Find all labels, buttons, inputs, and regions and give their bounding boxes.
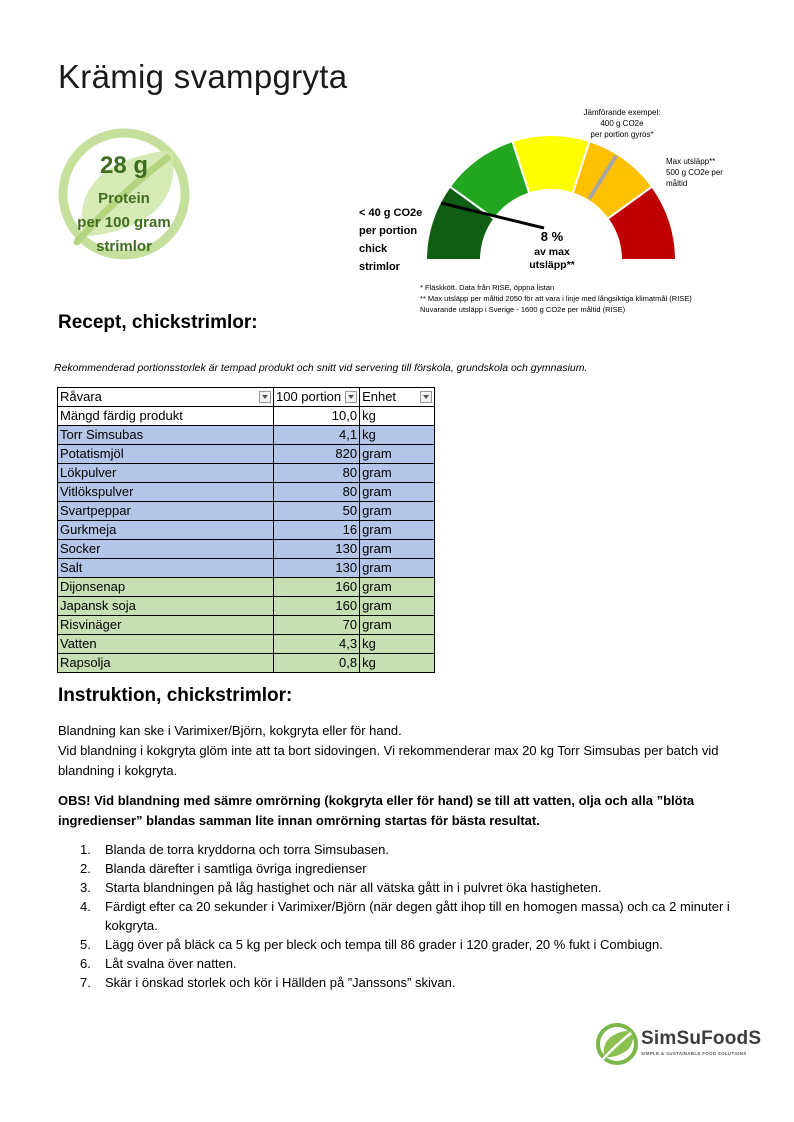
cell-unit: gram bbox=[360, 578, 435, 597]
cell-amount: 16 bbox=[274, 521, 360, 540]
table-row bbox=[58, 407, 435, 426]
step-item bbox=[58, 859, 748, 878]
cell-amount: 0,8 bbox=[274, 654, 360, 673]
gauge-left-label-4: strimlor bbox=[359, 261, 400, 273]
header-portion[interactable] bbox=[274, 388, 360, 407]
cell-amount: 4,1 bbox=[274, 426, 360, 445]
gauge-center-value: 8 % bbox=[540, 229, 564, 244]
logo-tagline: SIMPLE & SUSTAINABLE FOOD SOLUTIONS bbox=[641, 1051, 747, 1056]
gauge-max-label-1: Max utsläpp** bbox=[666, 157, 716, 166]
header-enhet-label: Enhet bbox=[362, 389, 397, 404]
instruction-steps bbox=[58, 840, 748, 992]
table-row bbox=[58, 426, 435, 445]
footnote-1: * Fläskkött. Data från RISE, öppna listan bbox=[420, 283, 555, 292]
cell-ingredient: Gurkmeja bbox=[58, 521, 274, 540]
table-row bbox=[58, 597, 435, 616]
protein-unit-label: strimlor bbox=[96, 238, 152, 255]
cell-amount: 160 bbox=[274, 578, 360, 597]
cell-amount: 4,3 bbox=[274, 635, 360, 654]
table-row bbox=[58, 521, 435, 540]
step-number: 1. bbox=[80, 842, 91, 857]
step-item bbox=[58, 897, 748, 935]
cell-unit: gram bbox=[360, 502, 435, 521]
cell-unit: kg bbox=[360, 426, 435, 445]
header-portion-label: 100 portion bbox=[276, 389, 342, 404]
gauge-left-label-3: chick bbox=[359, 243, 388, 255]
cell-unit: kg bbox=[360, 407, 435, 426]
cell-ingredient: Risvinäger bbox=[58, 616, 274, 635]
cell-unit: gram bbox=[360, 483, 435, 502]
intro-line-1: Blandning kan ske i Varimixer/Björn, kokgryta eller för hand. bbox=[58, 723, 402, 738]
footnote-3: Nuvarande utsläpp i Sverige - 1600 g CO2e per måltid (RISE) bbox=[420, 305, 626, 314]
step-number: 6. bbox=[80, 956, 91, 971]
logo-leaf-icon bbox=[595, 1022, 639, 1066]
cell-amount: 10,0 bbox=[274, 407, 360, 426]
gauge-left-label-2: per portion bbox=[359, 225, 418, 237]
cell-ingredient: Rapsolja bbox=[58, 654, 274, 673]
footnote-2: ** Max utsläpp per måltid 2050 för att vara i linje med långsiktiga klimatmål (RISE) bbox=[420, 294, 692, 303]
step-text: Blanda därefter i samtliga övriga ingredienser bbox=[105, 861, 367, 876]
step-number: 7. bbox=[80, 975, 91, 990]
protein-badge bbox=[55, 128, 193, 260]
cell-unit: kg bbox=[360, 635, 435, 654]
table-row bbox=[58, 578, 435, 597]
cell-amount: 50 bbox=[274, 502, 360, 521]
cell-amount: 70 bbox=[274, 616, 360, 635]
cell-unit: gram bbox=[360, 521, 435, 540]
filter-dropdown-icon[interactable] bbox=[420, 391, 432, 403]
step-item bbox=[58, 935, 748, 954]
cell-ingredient: Salt bbox=[58, 559, 274, 578]
gauge-compare-label-2: 400 g CO2e bbox=[600, 119, 644, 128]
cell-ingredient: Mängd färdig produkt bbox=[58, 407, 274, 426]
step-text: Skär i önskad storlek och kör i Hällden på ”Janssons” skivan. bbox=[105, 975, 456, 990]
protein-label: Protein bbox=[98, 190, 150, 207]
cell-ingredient: Vitlökspulver bbox=[58, 483, 274, 502]
cell-amount: 80 bbox=[274, 483, 360, 502]
table-row bbox=[58, 654, 435, 673]
step-text: Lägg över på bläck ca 5 kg per bleck och tempa till 86 grader i 120 grader, 20 % fukt i Combiugn. bbox=[105, 937, 663, 952]
cell-amount: 820 bbox=[274, 445, 360, 464]
table-row bbox=[58, 616, 435, 635]
cell-ingredient: Dijonsenap bbox=[58, 578, 274, 597]
table-row bbox=[58, 483, 435, 502]
table-row bbox=[58, 502, 435, 521]
table-row bbox=[58, 445, 435, 464]
cell-ingredient: Socker bbox=[58, 540, 274, 559]
cell-ingredient: Torr Simsubas bbox=[58, 426, 274, 445]
step-text: Låt svalna över natten. bbox=[105, 956, 237, 971]
ingredient-table bbox=[57, 387, 435, 673]
step-item bbox=[58, 878, 748, 897]
gauge-center-line2: utsläpp** bbox=[529, 259, 575, 271]
step-number: 2. bbox=[80, 861, 91, 876]
protein-per-label: per 100 gram bbox=[77, 214, 171, 231]
filter-dropdown-icon[interactable] bbox=[345, 391, 357, 403]
cell-ingredient: Svartpeppar bbox=[58, 502, 274, 521]
gauge-left-label-1: < 40 g CO2e bbox=[359, 207, 423, 219]
gauge-compare-label-1: Jämförande exempel: bbox=[583, 108, 661, 117]
page-title: Krämig svampgryta bbox=[58, 58, 348, 95]
table-row bbox=[58, 540, 435, 559]
filter-dropdown-icon[interactable] bbox=[259, 391, 271, 403]
step-number: 3. bbox=[80, 880, 91, 895]
cell-unit: gram bbox=[360, 464, 435, 483]
step-item bbox=[58, 973, 748, 992]
step-item bbox=[58, 840, 748, 859]
cell-unit: gram bbox=[360, 540, 435, 559]
header-enhet[interactable] bbox=[360, 388, 435, 407]
gauge-center-line1: av max bbox=[534, 246, 570, 258]
warning-text: OBS! Vid blandning med sämre omrörning (kokgryta eller för hand) se till att vatten, olja och alla ”blöta ingredienser” blandas samman lite innan omrörning startas för bästa resultat. bbox=[58, 793, 695, 828]
cell-ingredient: Vatten bbox=[58, 635, 274, 654]
header-ravara-label: Råvara bbox=[60, 389, 102, 404]
portion-note: Rekommenderad portionsstorlek är tempad produkt och snitt vid servering till förskola, grundskola och gymnasium. bbox=[54, 362, 588, 374]
recipe-heading: Recept, chickstrimlor: bbox=[58, 312, 258, 333]
gauge-max-label-2: 500 g CO2e per bbox=[666, 168, 723, 177]
cell-unit: kg bbox=[360, 654, 435, 673]
cell-unit: gram bbox=[360, 597, 435, 616]
cell-ingredient: Lökpulver bbox=[58, 464, 274, 483]
logo-wordmark: SimSuFoodS bbox=[641, 1028, 762, 1049]
table-row bbox=[58, 635, 435, 654]
table-header-row bbox=[58, 388, 435, 407]
gauge-compare-label-3: per portion gyros* bbox=[590, 130, 654, 139]
cell-amount: 80 bbox=[274, 464, 360, 483]
intro-line-2: Vid blandning i kokgryta glöm inte att ta bort sidovingen. Vi rekommenderar max 20 kg Torr Simsubas per batch vid blandning i kokgryta. bbox=[58, 743, 719, 778]
footnotes bbox=[420, 282, 692, 315]
gauge-max-label-3: måltid bbox=[666, 179, 688, 188]
cell-unit: gram bbox=[360, 616, 435, 635]
cell-amount: 130 bbox=[274, 559, 360, 578]
step-item bbox=[58, 954, 748, 973]
simsufoods-logo bbox=[595, 1022, 760, 1067]
step-text: Färdigt efter ca 20 sekunder i Varimixer/Björn (när degen gått ihop till en homogen massa) och ca 2 minuter i kokgryta. bbox=[105, 899, 730, 933]
table-row bbox=[58, 559, 435, 578]
step-number: 5. bbox=[80, 937, 91, 952]
instruction-heading: Instruktion, chickstrimlor: bbox=[58, 685, 293, 706]
cell-amount: 130 bbox=[274, 540, 360, 559]
cell-unit: gram bbox=[360, 445, 435, 464]
header-ravara[interactable] bbox=[58, 388, 274, 407]
step-number: 4. bbox=[80, 899, 91, 914]
step-text: Blanda de torra kryddorna och torra Simsubasen. bbox=[105, 842, 389, 857]
cell-amount: 160 bbox=[274, 597, 360, 616]
cell-ingredient: Potatismjöl bbox=[58, 445, 274, 464]
cell-ingredient: Japansk soja bbox=[58, 597, 274, 616]
protein-amount: 28 g bbox=[99, 152, 149, 179]
cell-unit: gram bbox=[360, 559, 435, 578]
table-row bbox=[58, 464, 435, 483]
step-text: Starta blandningen på låg hastighet och när all vätska gått in i pulvret öka hastigheten. bbox=[105, 880, 602, 895]
